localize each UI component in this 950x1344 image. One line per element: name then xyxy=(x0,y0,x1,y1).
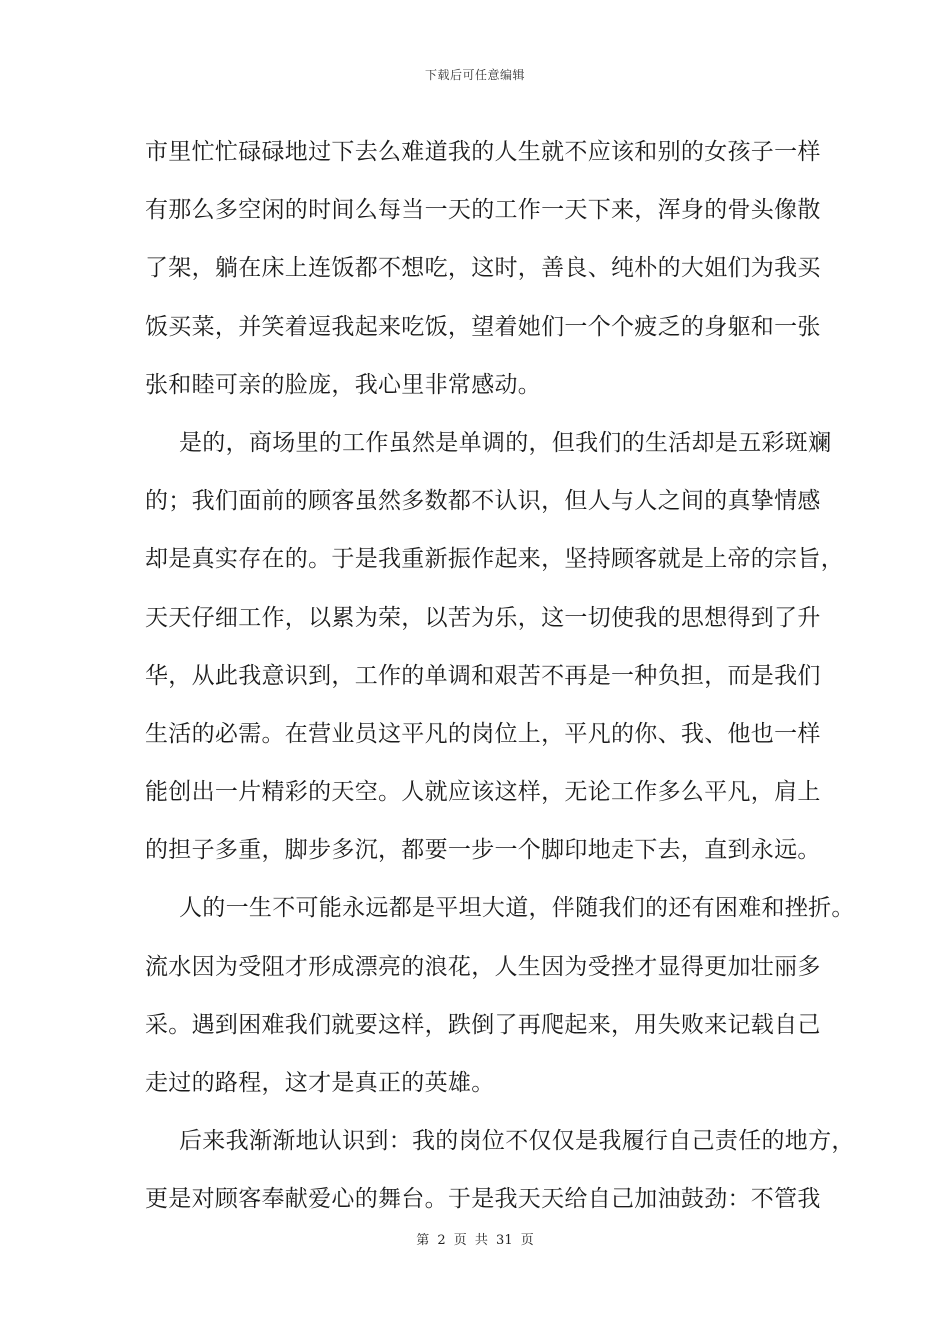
text-line-6: 是的，商场里的工作虽然是单调的，但我们的生活却是五彩斑斓 xyxy=(179,429,832,456)
text-line-15: 流水因为受阻才形成漂亮的浪花，人生因为受挫才显得更加壮丽多 xyxy=(145,953,821,980)
page-header: 下载后可任意编辑 xyxy=(424,68,525,82)
text-line-10: 华，从此我意识到，工作的单调和艰苦不再是一种负担，而是我们 xyxy=(145,662,821,689)
text-line-19: 更是对顾客奉献爱心的舞台。于是我天天给自己加油鼓劲：不管我 xyxy=(145,1186,821,1213)
document-body xyxy=(145,132,855,1238)
text-line-13: 的担子多重，脚步多沉，都要一步一个脚印地走下去，直到永远。 xyxy=(145,837,821,864)
text-line-7: 的；我们面前的顾客虽然多数都不认识，但人与人之间的真挚情感 xyxy=(145,488,821,515)
text-line-8: 却是真实存在的。于是我重新振作起来，坚持顾客就是上帝的宗旨， xyxy=(145,546,844,573)
page-footer: 第 2 页 共 31 页 xyxy=(416,1233,534,1248)
text-line-1: 市里忙忙碌碌地过下去么难道我的人生就不应该和别的女孩子一样 xyxy=(145,139,821,165)
text-line-5: 张和睦可亲的脸庞，我心里非常感动。 xyxy=(145,371,542,398)
text-line-17: 走过的路程，这才是真正的英雄。 xyxy=(145,1070,495,1096)
text-line-9: 天天仔细工作，以累为荣，以苦为乐，这一切使我的思想得到了升 xyxy=(145,604,821,631)
text-line-16: 采。遇到困难我们就要这样，跌倒了再爬起来，用失败来记载自己 xyxy=(145,1011,821,1038)
text-line-18: 后来我渐渐地认识到：我的岗位不仅仅是我履行自己责任的地方， xyxy=(179,1128,855,1155)
text-line-14: 人的一生不可能永远都是平坦大道，伴随我们的还有困难和挫折。 xyxy=(179,895,855,922)
text-line-4: 饭买菜，并笑着逗我起来吃饭，望着她们一个个疲乏的身躯和一张 xyxy=(145,313,821,340)
text-line-12: 能创出一片精彩的天空。人就应该这样，无论工作多么平凡，肩上 xyxy=(145,779,821,806)
text-line-2: 有那么多空闲的时间么每当一天的工作一天下来，浑身的骨头像散 xyxy=(145,197,821,224)
text-line-11: 生活的必需。在营业员这平凡的岗位上，平凡的你、我、他也一样 xyxy=(145,720,821,747)
text-line-3: 了架，躺在床上连饭都不想吃，这时，善良、纯朴的大姐们为我买 xyxy=(145,255,821,282)
